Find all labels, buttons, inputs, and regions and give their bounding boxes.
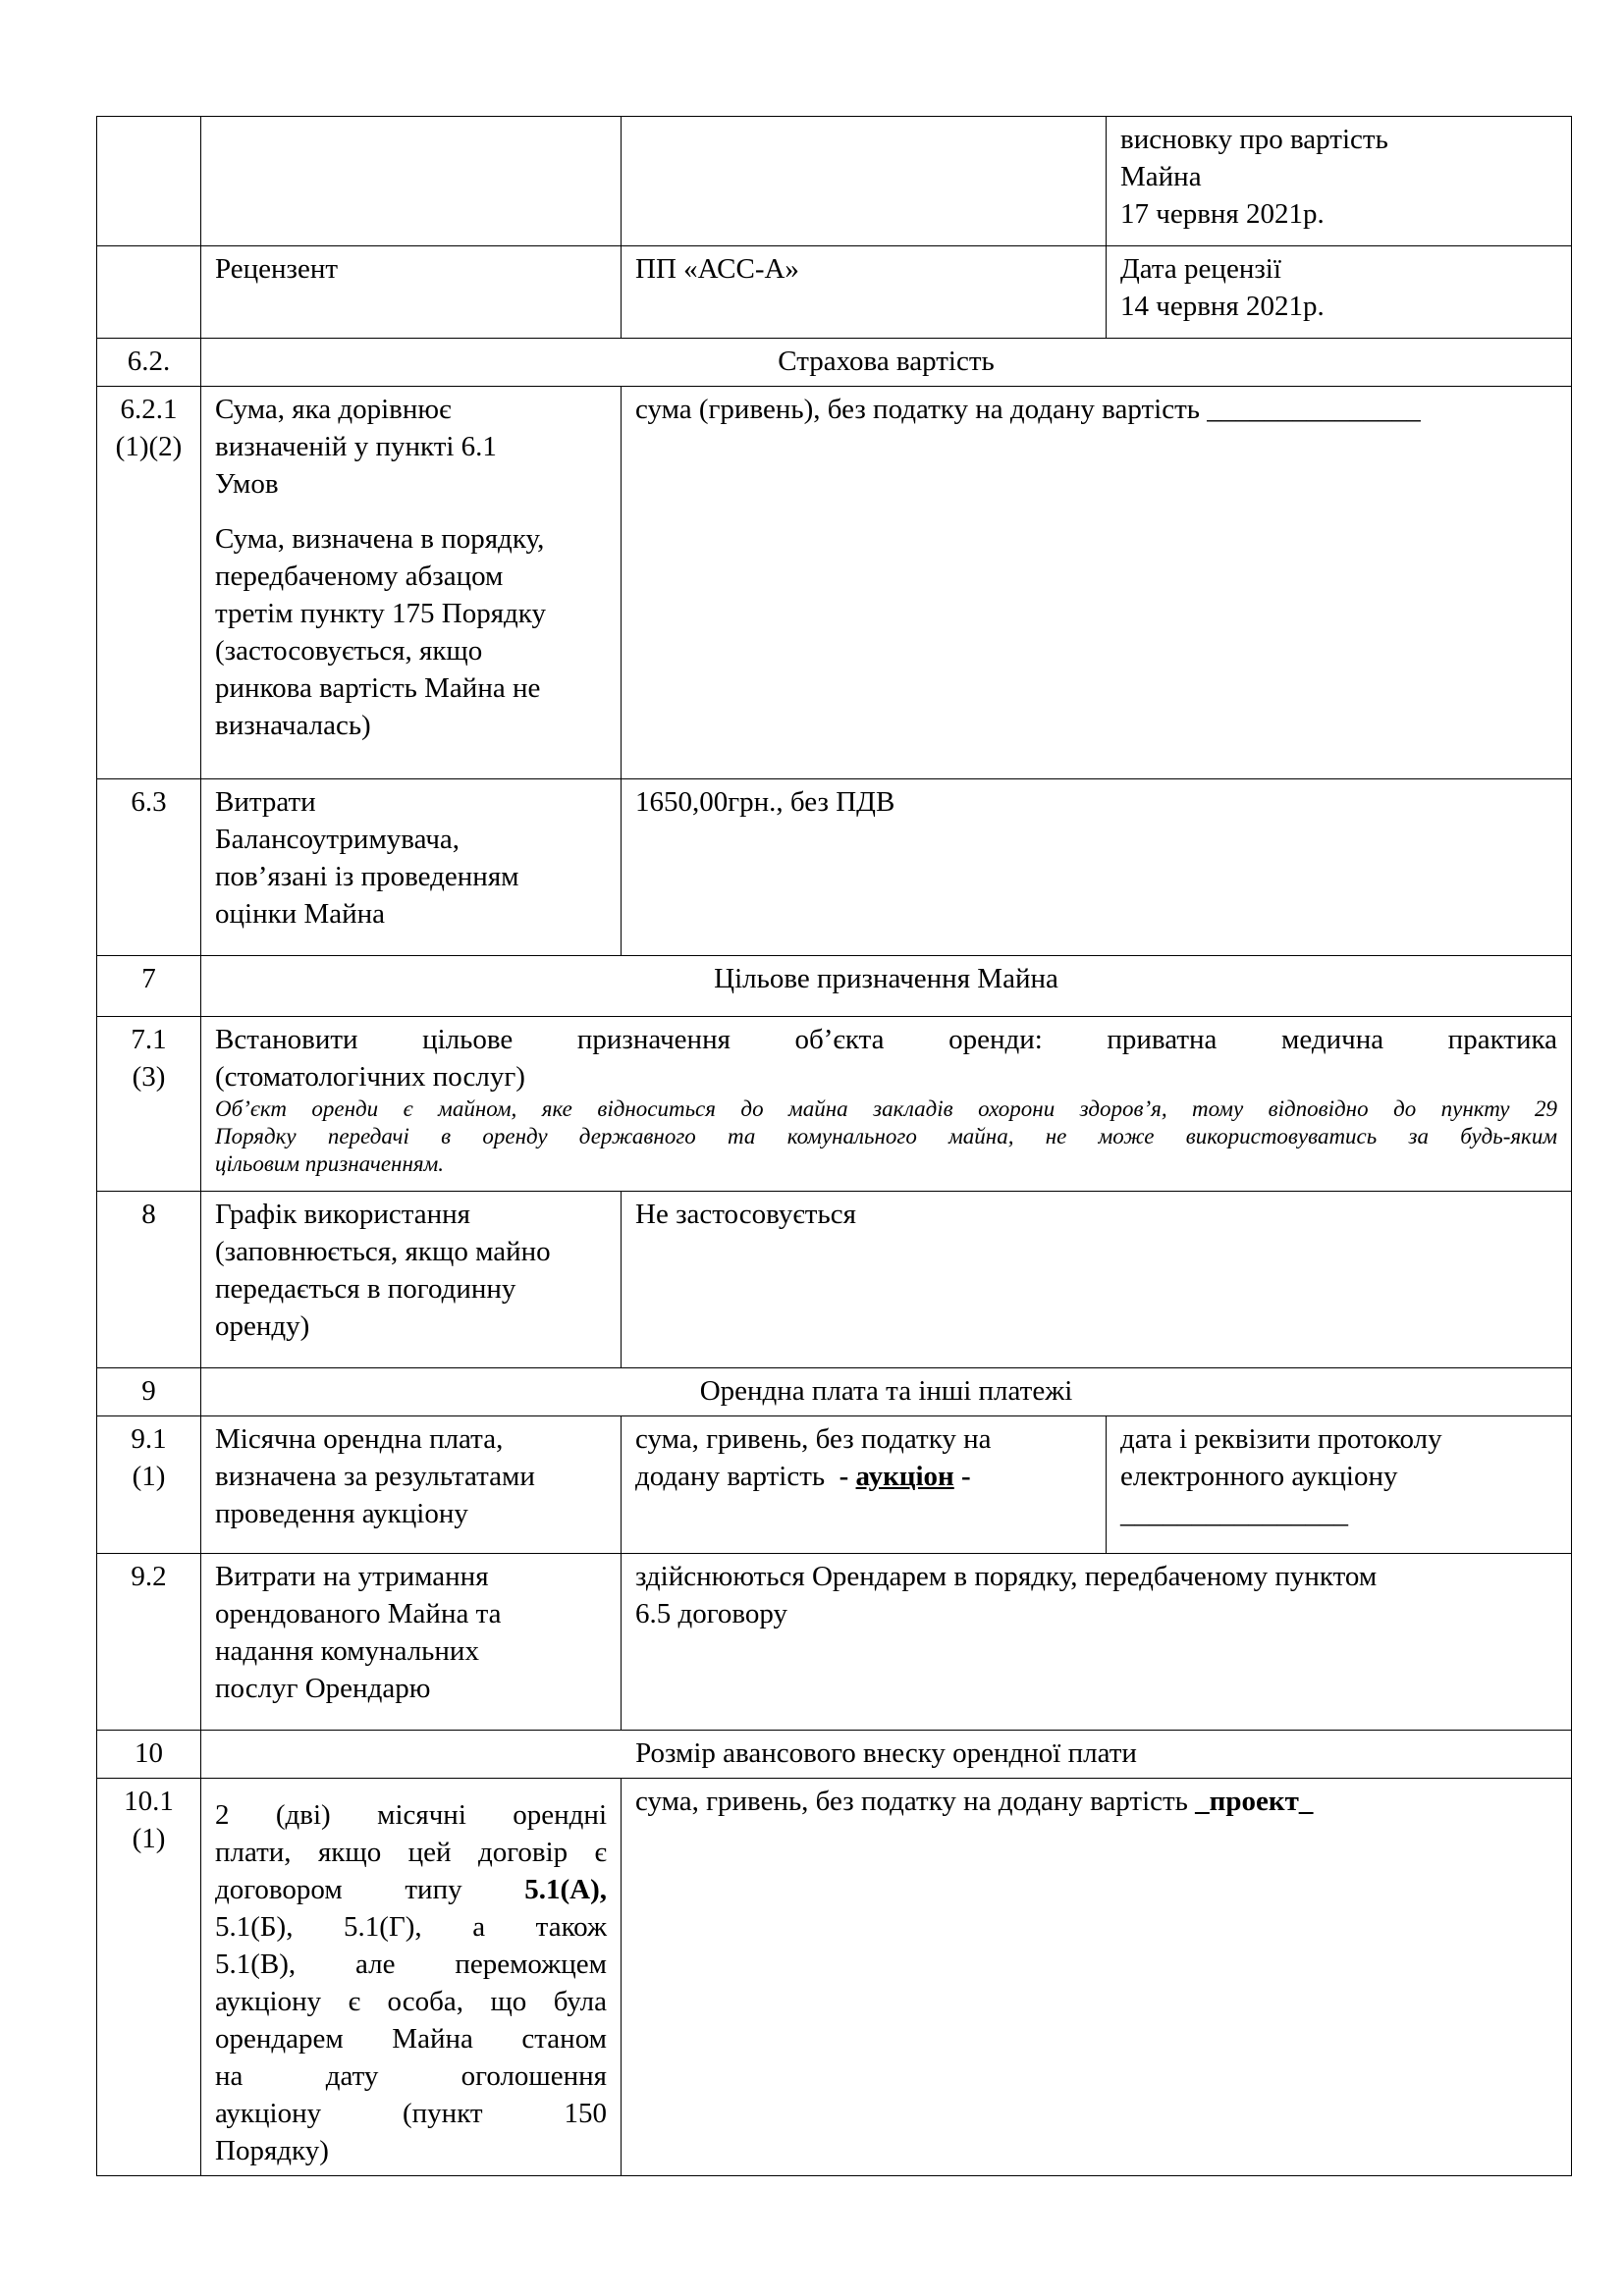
item-number: 7.1 (3) (97, 1017, 201, 1192)
section-header-row (97, 1368, 1572, 1416)
table-row (97, 1554, 1572, 1731)
valuation-conclusion-cell: висновку про вартість Майна 17 червня 2021р. (1107, 117, 1572, 246)
item-label: Витрати Балансоутримувача, пов’язані із проведенням оцінки Майна (201, 779, 622, 956)
draft-marker: _проект_ (1195, 1786, 1314, 1817)
purpose-cell (201, 1017, 1572, 1192)
protocol-cell: дата і реквізити протоколу електронного аукціону ________________ (1107, 1416, 1572, 1554)
table-row (97, 387, 1572, 779)
table-row (97, 1416, 1572, 1554)
item-number: 6.2.1 (1)(2) (97, 387, 201, 779)
item-number: 8 (97, 1192, 201, 1368)
item-number: 10.1 (1) (97, 1779, 201, 2176)
purpose-text: (стоматологічних послуг) (215, 1061, 525, 1093)
rent-amount-cell: сума, гривень, без податку на додану вартість - аукціон - (622, 1416, 1107, 1554)
review-date-cell: Дата рецензії 14 червня 2021р. (1107, 246, 1572, 339)
table-cell (201, 117, 622, 246)
table-row (97, 1017, 1572, 1192)
section-header-row (97, 1731, 1572, 1779)
section-number: 7 (97, 956, 201, 1017)
table-row (97, 779, 1572, 956)
reviewer-label: Рецензент (201, 246, 622, 339)
table-cell (97, 246, 201, 339)
purpose-note: цільовим призначенням. (215, 1151, 444, 1176)
item-label: Сума, яка дорівнює визначеній у пункті 6.1 Умов Сума, визначена в порядку, передбаченому абзацом третім пункту 175 Порядку (застосовується, якщо ринкова вартість Майна не визначалась) (201, 387, 622, 779)
lease-terms-table (96, 116, 1572, 2176)
section-number: 10 (97, 1731, 201, 1779)
section-header-row (97, 956, 1572, 1017)
item-label: Місячна орендна плата, визначена за результатами проведення аукціону (201, 1416, 622, 1554)
table-row (97, 1779, 1572, 2176)
table-row (97, 246, 1572, 339)
item-value: сума (гривень), без податку на додану вартість _______________ (622, 387, 1572, 779)
item-number: 9.1 (1) (97, 1416, 201, 1554)
purpose-note: Об’єкт оренди є майном, яке відноситься до майна закладів охорони здоров’я, тому відповідно до пункту 29 (215, 1096, 1557, 1121)
item-number: 6.3 (97, 779, 201, 956)
table-row (97, 1192, 1572, 1368)
item-value: здійснюються Орендарем в порядку, передбаченому пунктом 6.5 договору (622, 1554, 1572, 1731)
item-label: Витрати на утримання орендованого Майна та надання комунальних послуг Орендарю (201, 1554, 622, 1731)
item-value: Не застосовується (622, 1192, 1572, 1368)
table-cell (622, 117, 1107, 246)
section-header-row (97, 339, 1572, 387)
purpose-note: Порядку передачі в оренду державного та комунального майна, не може використовуватись за будь-яким (215, 1124, 1557, 1148)
item-value: 1650,00грн., без ПДВ (622, 779, 1572, 956)
section-title: Страхова вартість (201, 339, 1572, 387)
table-row (97, 117, 1572, 246)
purpose-text: Встановити цільове призначення об’єкта оренди: приватна медична практика (215, 1024, 1557, 1055)
item-label: Графік використання (заповнюється, якщо майно передається в погодинну оренду) (201, 1192, 622, 1368)
auction-marker: - аукціон - (832, 1461, 971, 1492)
reviewer-name: ПП «АСС-А» (622, 246, 1107, 339)
item-number: 9.2 (97, 1554, 201, 1731)
section-title: Розмір авансового внеску орендної плати (201, 1731, 1572, 1779)
section-title: Орендна плата та інші платежі (201, 1368, 1572, 1416)
item-label: 2 (дві) місячні орендні плати, якщо цей договір є договором типу 5.1(А), 5.1(Б), 5.1(Г), а також 5.1(В), але переможцем аукціону є особа, що була орендарем Майна станом на дату оголошення аукціону (пункт 150 Порядку) (201, 1779, 622, 2176)
section-title: Цільове призначення Майна (201, 956, 1572, 1017)
item-value: сума, гривень, без податку на додану вартість _проект_ (622, 1779, 1572, 2176)
section-number: 9 (97, 1368, 201, 1416)
table-cell (97, 117, 201, 246)
section-number: 6.2. (97, 339, 201, 387)
